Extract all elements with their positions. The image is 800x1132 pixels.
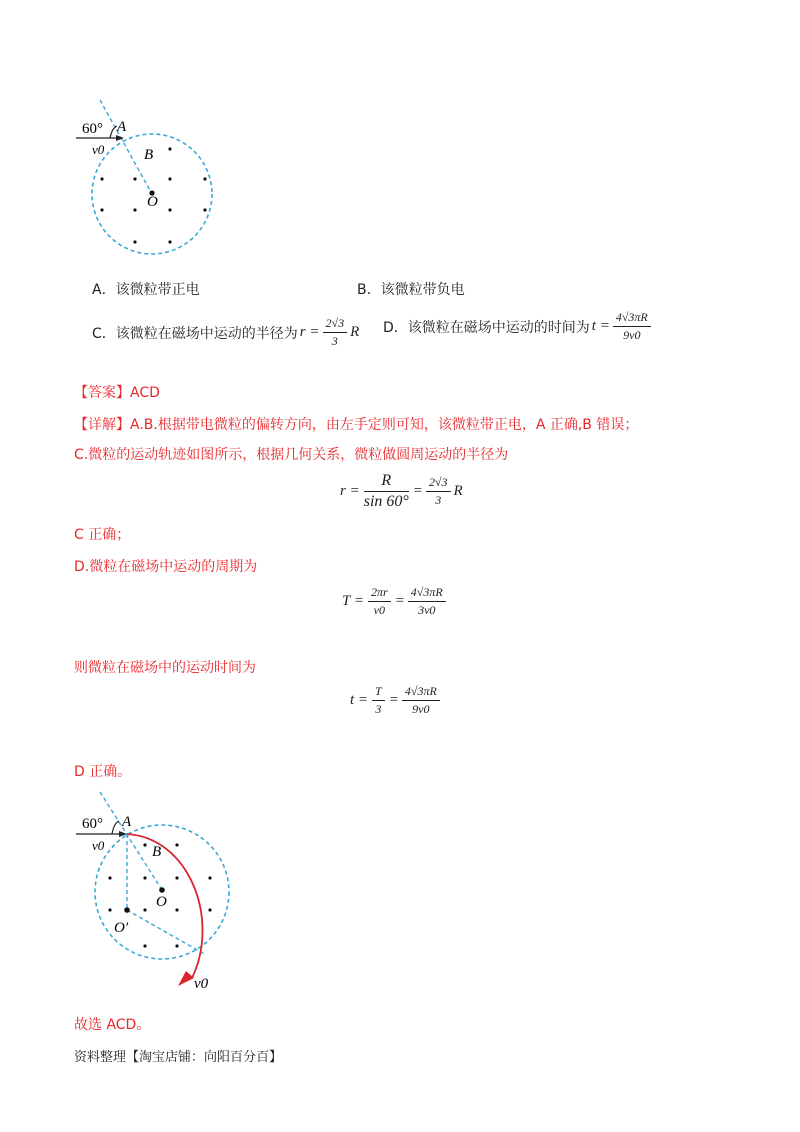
figure-1 — [70, 92, 230, 262]
footer: 资料整理【淘宝店铺：向阳百分百】 — [74, 1050, 283, 1065]
point-o-prime-label: O′ — [114, 920, 129, 936]
point-a-label: A — [117, 119, 127, 135]
angle-label: 60° — [82, 816, 103, 832]
d-correct: D 正确。 — [74, 764, 132, 780]
velocity-label: v0 — [92, 838, 105, 853]
angle-arc — [110, 126, 117, 138]
arrow-head — [116, 135, 124, 141]
angle-arc — [112, 821, 119, 834]
option-c: C．该微粒在磁场中运动的半径为 r = $\frac{2√3}{3}$ R — [92, 316, 360, 348]
velocity-label: v0 — [92, 142, 105, 157]
equation-1: r = $\frac{R}{\sin 60^\circ}$ = $\frac{2√3}{3}$ R — [340, 472, 463, 510]
point-b-label: B — [144, 147, 154, 163]
answer-line: 【答案】ACD — [74, 385, 160, 401]
c-correct: C 正确； — [74, 527, 131, 543]
option-c-text: C．该微粒在磁场中运动的半径为 — [92, 325, 298, 342]
angle-label: 60° — [82, 121, 103, 137]
trajectory-center-point — [124, 907, 130, 913]
point-o-label: O — [156, 894, 167, 910]
option-a: A．该微粒带正电 — [92, 282, 200, 298]
equation-2: T = $\frac{2\pi r}{v0}$ = $\frac{4√3\pi R}{3v0}$ — [342, 585, 446, 618]
conclusion: 故选 ACD。 — [74, 1017, 151, 1033]
center-point — [159, 887, 165, 893]
equation-3: t = $\frac{T}{3}$ = $\frac{4√3\pi R}{9v0}$ — [350, 684, 440, 717]
point-b-label: B — [152, 844, 162, 860]
option-c-fraction: $\frac{2√3}{3}$ — [323, 316, 348, 349]
option-d: D．该微粒在磁场中运动的时间为 t = $\frac{4√3\pi R}{9v0}$ — [383, 310, 651, 343]
trajectory-arrow-head — [178, 971, 194, 986]
option-b: B．该微粒带负电 — [357, 282, 465, 298]
point-a-label: A — [122, 814, 132, 830]
option-d-fraction: $\frac{4√3\pi R}{9v0}$ — [613, 310, 651, 343]
radius-exit — [127, 910, 206, 955]
detail-line-2: C.微粒的运动轨迹如图所示，根据几何关系，微粒做圆周运动的半径为 — [74, 447, 509, 463]
option-d-text: D．该微粒在磁场中运动的时间为 — [383, 319, 590, 336]
detail-line-1: 【详解】A.B.根据带电微粒的偏转方向，由左手定则可知，该微粒带正电，A 正确,B 错误； — [74, 417, 639, 433]
option-c-lhs: r = — [299, 324, 320, 340]
detail-line-4: 则微粒在磁场中的运动时间为 — [74, 660, 256, 676]
detail-line-3: D.微粒在磁场中运动的周期为 — [74, 559, 258, 575]
figure-2 — [70, 790, 250, 1005]
exit-velocity-label: v0 — [194, 976, 209, 992]
point-o-label: O — [147, 194, 158, 210]
